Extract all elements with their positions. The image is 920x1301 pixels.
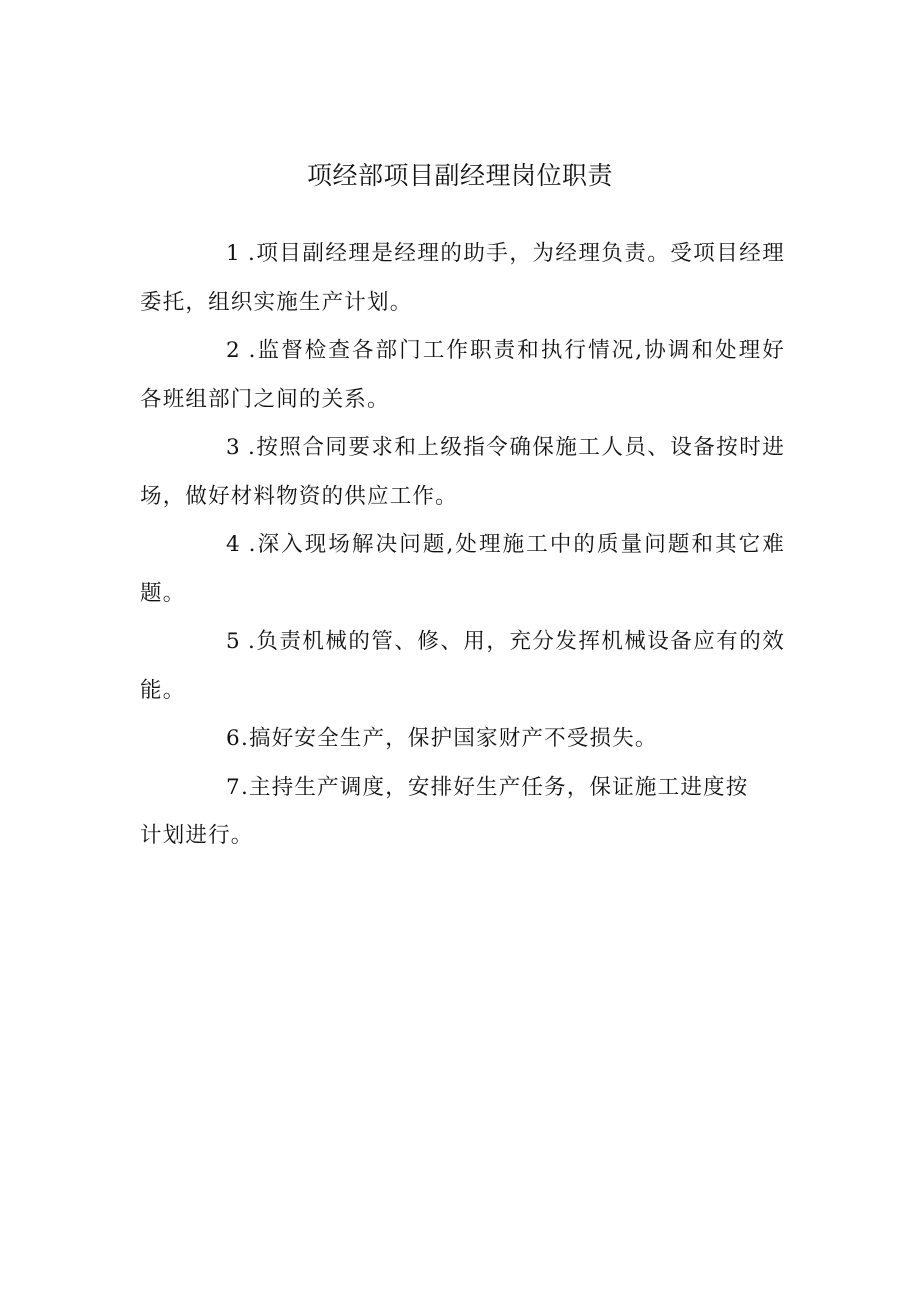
document-body bbox=[140, 230, 785, 861]
item-number: 3 bbox=[226, 435, 240, 460]
item-number: 1 bbox=[226, 241, 240, 266]
item-text: .负责机械的管、修、用，充分发挥机械设备应有的效能。 bbox=[140, 629, 785, 703]
item-text: .按照合同要求和上级指令确保施工人员、设备按时进场，做好材料物资的供应工作。 bbox=[140, 435, 785, 509]
list-item bbox=[140, 618, 785, 715]
item-text: .项目副经理是经理的助手，为经理负责。受项目经理委托，组织实施生产计划。 bbox=[140, 241, 785, 315]
list-item bbox=[140, 764, 785, 813]
item-text: .监督检查各部门工作职责和执行情况,协调和处理好各班组部门之间的关系。 bbox=[140, 338, 785, 412]
item-text: .主持生产调度，安排好生产任务，保证施工进度按 bbox=[241, 774, 749, 800]
list-item bbox=[140, 521, 785, 618]
item-number: 7 bbox=[226, 774, 240, 800]
list-item bbox=[140, 424, 785, 521]
continuation-line: 计划进行。 bbox=[140, 823, 254, 848]
list-item bbox=[140, 715, 785, 764]
item-number: 5 bbox=[226, 629, 240, 654]
document-title: 项经部项目副经理岗位职责 bbox=[306, 161, 613, 190]
list-item bbox=[140, 230, 785, 327]
item-number: 4 bbox=[226, 532, 240, 557]
item-text: .搞好安全生产，保护国家财产不受损失。 bbox=[241, 726, 658, 751]
item-number: 6 bbox=[226, 726, 240, 751]
item-number: 2 bbox=[226, 338, 240, 363]
item-text: .深入现场解决问题,处理施工中的质量问题和其它难题。 bbox=[140, 532, 785, 606]
list-item bbox=[140, 327, 785, 424]
